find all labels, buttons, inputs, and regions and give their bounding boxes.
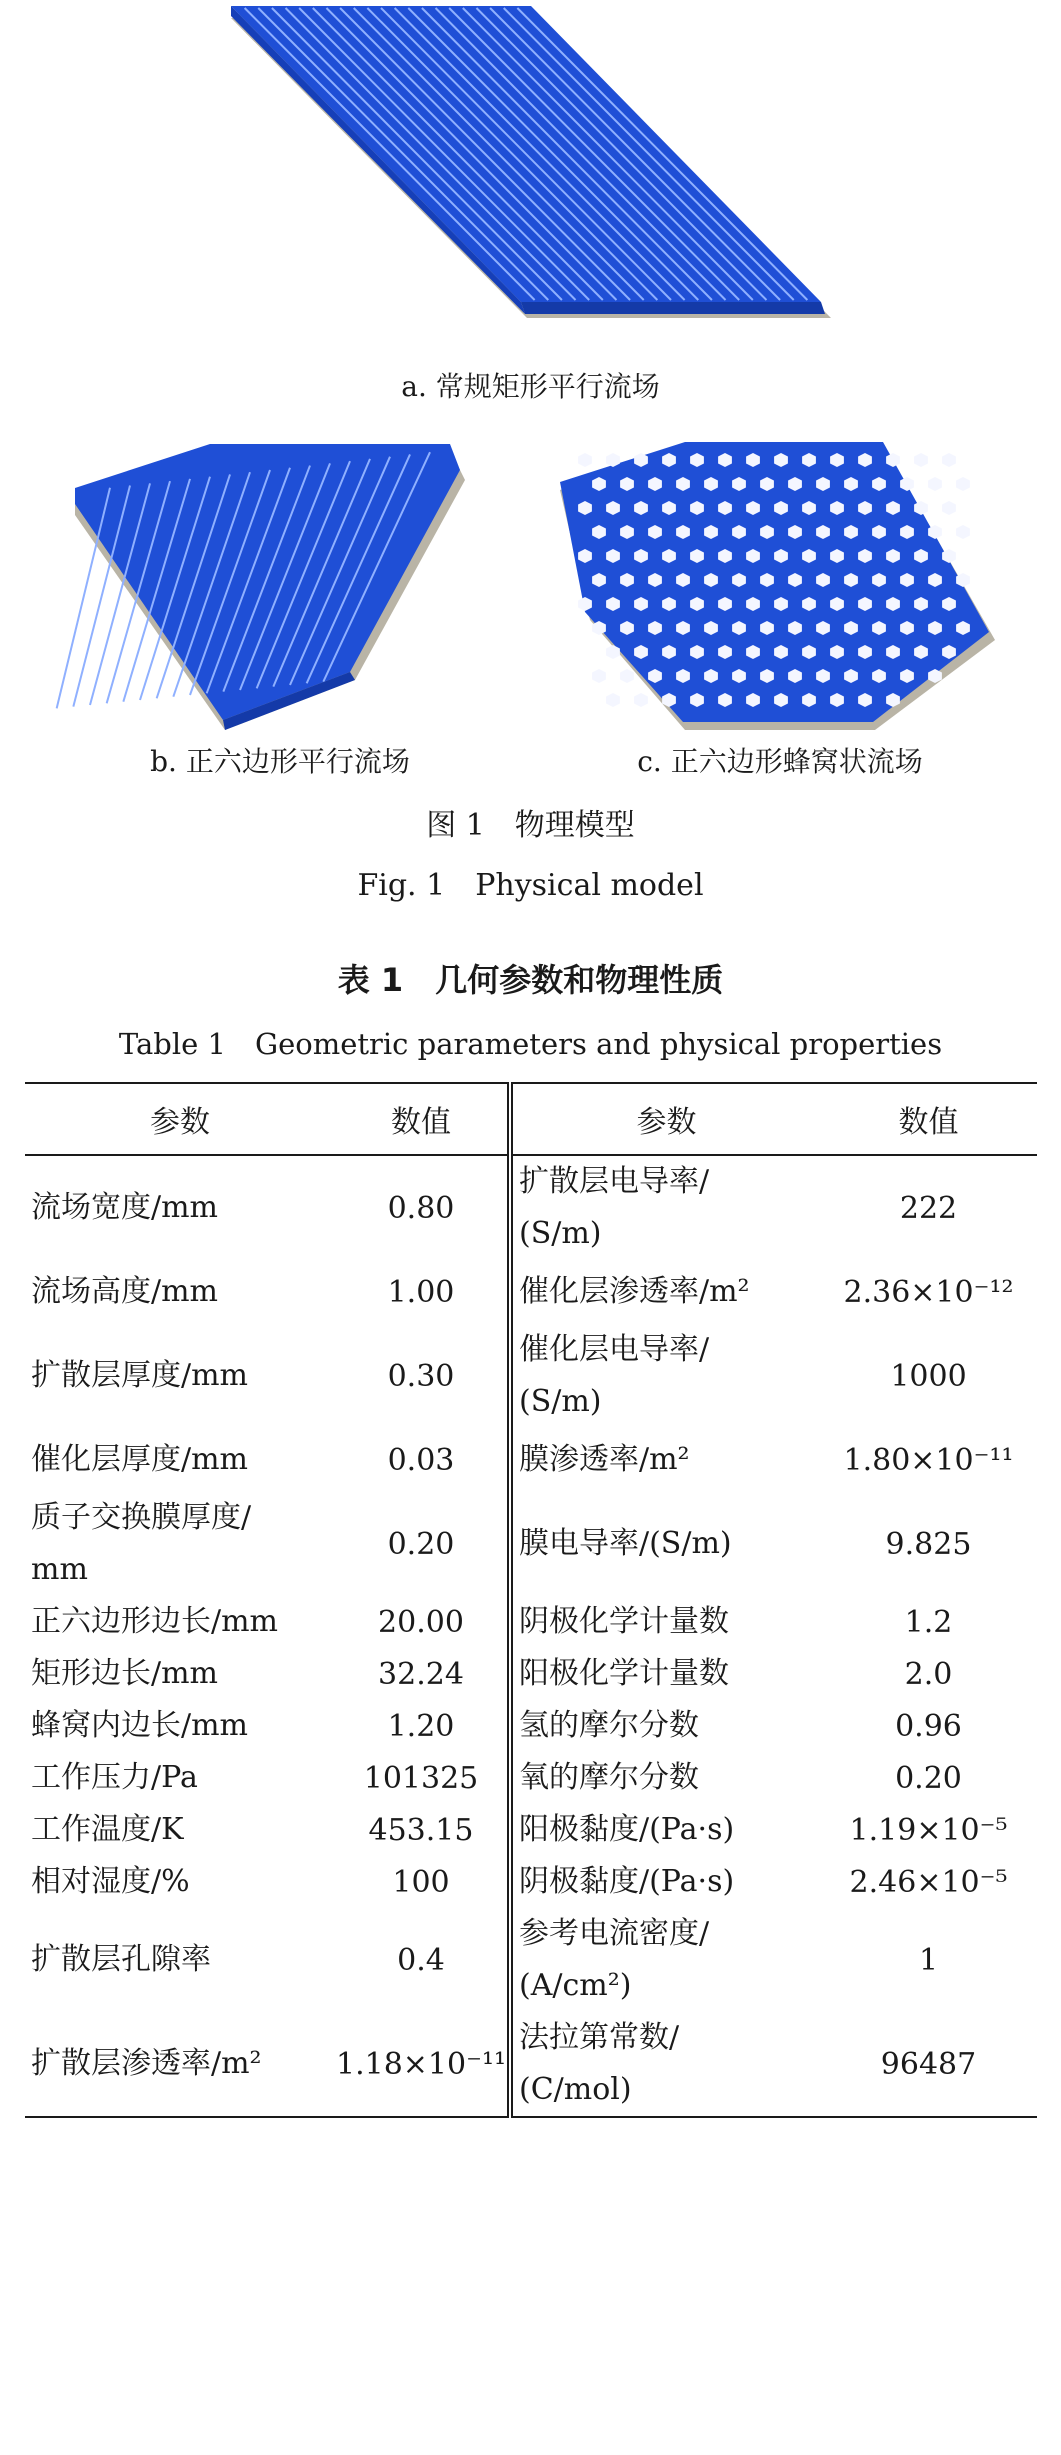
param-name-line: (A/cm²) (519, 1968, 632, 2003)
param-value: 100 (335, 1856, 510, 1908)
table-title-en: Table 1 Geometric parameters and physical properties (118, 1027, 943, 1061)
table-row (25, 1856, 1037, 1908)
param-value: 0.03 (335, 1428, 510, 1492)
param-value: 2.0 (904, 1656, 953, 1692)
param-name (510, 1752, 820, 1804)
param-name-line: 催化层电导率/ (519, 1332, 710, 1367)
param-value: 0.20 (895, 1760, 962, 1796)
param-name-line: (S/m) (519, 1216, 602, 1251)
table-title-cn: 表 1 几何参数和物理性质 (337, 961, 724, 999)
param-name-line: 流场宽度/mm (31, 1190, 219, 1225)
param-name (25, 1908, 335, 2012)
param-value: 222 (899, 1190, 958, 1226)
param-name-line: 扩散层厚度/mm (31, 1358, 249, 1393)
param-name (510, 1700, 820, 1752)
param-name (25, 1804, 335, 1856)
param-name-line: 质子交换膜厚度/ (31, 1500, 252, 1535)
param-name (510, 2012, 820, 2117)
param-name (25, 1324, 335, 1428)
param-name (510, 1856, 820, 1908)
param-name-line: 蜂窝内边长/mm (31, 1708, 249, 1743)
param-value: 0.80 (335, 1155, 510, 1260)
table-row (25, 1155, 1037, 1260)
param-name (25, 1596, 335, 1648)
param-name (510, 1492, 820, 1596)
table-row (25, 1908, 1037, 2012)
param-value: 1000 (890, 1358, 967, 1394)
param-name-line: 阳极黏度/(Pa·s) (519, 1812, 735, 1847)
header-value-1: 数值 (335, 1083, 510, 1155)
param-name-line: 催化层厚度/mm (31, 1442, 249, 1477)
param-name-line: 矩形边长/mm (31, 1656, 219, 1691)
header-param-2: 参数 (510, 1083, 820, 1155)
param-name (25, 1155, 335, 1260)
param-name (25, 1428, 335, 1492)
param-name-line: 阴极黏度/(Pa·s) (519, 1864, 735, 1899)
param-name-line: 扩散层电导率/ (519, 1164, 710, 1199)
param-value: 9.825 (885, 1526, 972, 1562)
param-name-line: 催化层渗透率/m² (519, 1274, 750, 1309)
param-name-line: 扩散层孔隙率 (31, 1942, 211, 1977)
param-name (25, 1700, 335, 1752)
param-name (510, 1804, 820, 1856)
table-row (25, 1428, 1037, 1492)
param-value: 101325 (335, 1752, 510, 1804)
figure-1 (0, 0, 1061, 920)
param-name-line: (C/mol) (519, 2072, 632, 2107)
figure-title-cn: 图 1 物理模型 (426, 808, 635, 843)
param-name-line: (S/m) (519, 1384, 602, 1419)
param-name-line: 正六边形边长/mm (31, 1604, 279, 1639)
header-value-2: 数值 (820, 1083, 1037, 1155)
hexagonal-parallel-flow-field-model (55, 440, 485, 750)
param-name-line: 膜渗透率/m² (519, 1442, 690, 1477)
param-value: 1.2 (904, 1604, 953, 1640)
table-row (25, 1324, 1037, 1428)
table-row (25, 1752, 1037, 1804)
param-name (25, 1856, 335, 1908)
caption-c: c. 正六边形蜂窝状流场 (637, 745, 923, 778)
param-name-line: 阳极化学计量数 (519, 1656, 729, 1691)
param-value: 96487 (820, 2012, 1037, 2117)
header-param-1: 参数 (25, 1083, 335, 1155)
table-row (25, 1596, 1037, 1648)
param-name-line: 阴极化学计量数 (519, 1604, 729, 1639)
param-value: 1.18×10⁻¹¹ (335, 2012, 510, 2117)
table-row (25, 1492, 1037, 1596)
param-value: 1.19×10⁻⁵ (849, 1812, 1008, 1848)
param-name (510, 1324, 820, 1428)
param-value: 0.4 (335, 1908, 510, 2012)
param-name-line: 膜电导率/(S/m) (519, 1526, 732, 1561)
param-name (510, 1596, 820, 1648)
table-header-row (25, 1083, 1037, 1155)
table-row (25, 1260, 1037, 1324)
param-name-line: 参考电流密度/ (519, 1916, 710, 1951)
param-name (25, 1752, 335, 1804)
param-value: 1.80×10⁻¹¹ (843, 1442, 1014, 1478)
param-value: 1 (918, 1942, 939, 1978)
param-name-line: 法拉第常数/ (519, 2020, 680, 2055)
caption-b: b. 正六边形平行流场 (150, 745, 410, 778)
table-body (25, 1155, 1037, 2117)
param-name-line: mm (31, 1552, 88, 1587)
param-name (25, 1492, 335, 1596)
param-name (25, 1260, 335, 1324)
param-name (510, 1155, 820, 1260)
table-row (25, 1648, 1037, 1700)
param-name-line: 氧的摩尔分数 (519, 1760, 699, 1795)
table-row (25, 2012, 1037, 2117)
rectangular-flow-field-model (225, 0, 835, 355)
param-name (25, 2012, 335, 2117)
param-name-line: 工作压力/Pa (31, 1760, 198, 1795)
param-name-line: 氢的摩尔分数 (519, 1708, 699, 1743)
param-name (510, 1648, 820, 1700)
param-name-line: 相对湿度/% (31, 1864, 190, 1899)
param-value: 0.20 (335, 1492, 510, 1596)
figure-title-en: Fig. 1 Physical model (357, 868, 704, 903)
caption-a: a. 常规矩形平行流场 (401, 370, 660, 403)
param-name (510, 1908, 820, 2012)
parameters-table (25, 1082, 1037, 2118)
param-value: 2.46×10⁻⁵ (849, 1864, 1008, 1900)
param-name-line: 扩散层渗透率/m² (31, 2046, 262, 2081)
table-row (25, 1700, 1037, 1752)
param-value: 0.96 (895, 1708, 962, 1744)
param-value: 0.30 (335, 1324, 510, 1428)
param-name (510, 1260, 820, 1324)
param-value: 32.24 (335, 1648, 510, 1700)
param-name-line: 工作温度/K (31, 1812, 184, 1847)
param-value: 1.20 (335, 1700, 510, 1752)
param-name (510, 1428, 820, 1492)
param-value: 2.36×10⁻¹² (843, 1274, 1014, 1310)
param-name-line: 流场高度/mm (31, 1274, 219, 1309)
hexagonal-honeycomb-flow-field-model (545, 440, 1005, 740)
param-value: 1.00 (335, 1260, 510, 1324)
param-value: 453.15 (335, 1804, 510, 1856)
param-name (25, 1648, 335, 1700)
table-row (25, 1804, 1037, 1856)
param-value: 20.00 (335, 1596, 510, 1648)
